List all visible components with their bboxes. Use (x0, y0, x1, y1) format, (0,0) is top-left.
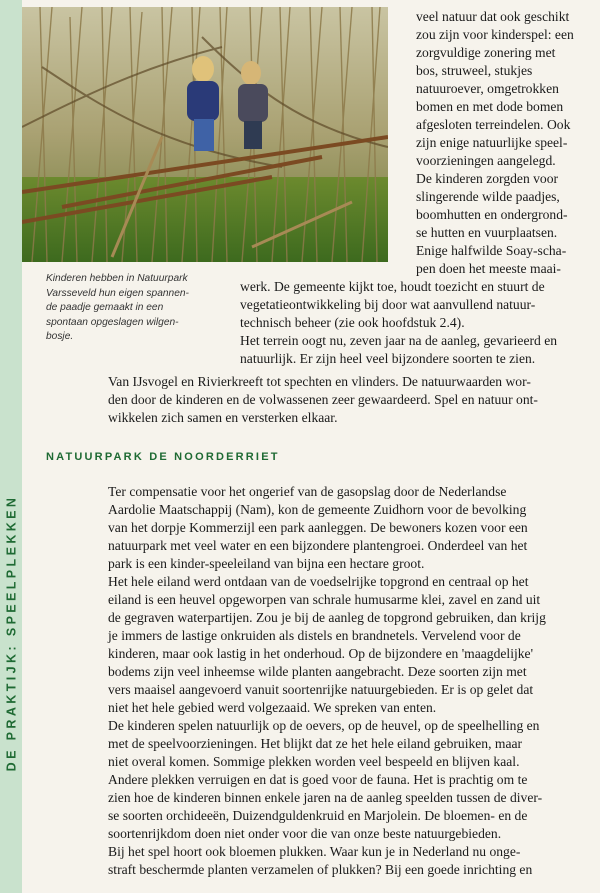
caption-line: de paadje gemaakt in een (46, 302, 164, 313)
body-text-line: eiland is een heuvel opgeworpen van schrale humusarme klei, zavel en zand uit (108, 592, 541, 607)
caption-line: spontaan opgeslagen wilgen- (46, 316, 179, 328)
caption-line: bosje. (46, 331, 74, 342)
body-text-line: slingerende wilde paadjes, (416, 189, 560, 204)
body-text-line: kinderen, maar ook lastig in het onderhoud. Op de bijzondere en 'maagdelijke' (108, 646, 534, 661)
body-text-line: natuuroever, omgetrokken (416, 81, 559, 96)
body-text-line: met de speelvoorzieningen. Het blijkt dat ze het hele eiland gebruiken, maar (108, 736, 523, 751)
body-text-line: se soorten orchideeën, Duizendguldenkruid en Marjolein. De bloemen- en de (108, 808, 528, 823)
body-text-line: den door de kinderen en de volwassenen zeer gewaardeerd. Spel en natuur ont- (108, 392, 538, 407)
section-heading: NATUURPARK DE NOORDERRIET (46, 451, 280, 463)
body-text-line: Andere plekken verruigen en dat is goed voor de fauna. Het is prachtig om te (108, 772, 528, 787)
body-text-line: technisch beheer (zie ook hoofdstuk 2.4). (240, 315, 465, 330)
body-text-line: vers maaisel aangevoerd vanuit soortenrijke natuurgebieden. Er is op gelet dat (108, 682, 534, 697)
body-text-line: de gegraven waterpartijen. Zou je bij de aanleg de topgrond gebruiken, dan krijg (108, 610, 546, 625)
body-text-line: veel natuur dat ook geschikt (416, 9, 570, 24)
body-text-line: straft beschermde planten verzamelen of plukken? Bij een goede inrichting en (108, 862, 533, 877)
sidebar-label (0, 485, 22, 780)
body-text-line: niet overal komen. Sommige plekken worden veel bespeeld en blijven kaal. (108, 754, 520, 769)
body-text-line: Bij het spel hoort ook bloemen plukken. Waar kun je in Nederland nu onge- (108, 844, 521, 859)
body-text-line: soortenrijkdom doen niet onder voor die van onze beste natuurgebieden. (108, 826, 502, 841)
body-text-line: Ter compensatie voor het ongerief van de gasopslag door de Nederlandse (108, 484, 507, 499)
body-text-line: bomen en met dode bomen (416, 99, 564, 114)
body-text-line: bos, struweel, stukjes (416, 63, 533, 78)
body-text-line: zien hoe de kinderen binnen enkele jaren na de aanleg speelden tussen de diver- (108, 790, 543, 805)
body-text-line: niet het hele gebied werd volgezaaid. We spreken van enten. (108, 700, 437, 715)
body-text-line: natuurlijk. Er zijn heel veel bijzondere soorten te zien. (240, 351, 536, 366)
body-text-line: De kinderen zorgden voor (416, 171, 559, 186)
body-text-line: bodems zijn veel inheemse wilde planten aangebracht. Deze soorten zijn met (108, 664, 527, 679)
sidebar-strip (0, 0, 22, 893)
body-text-line: Van IJsvogel en Rivierkreeft tot spechten en vlinders. De natuurwaarden wor- (108, 374, 531, 389)
body-text-line: zou zijn voor kinderspel: een (416, 27, 574, 42)
body-text-line: Enige halfwilde Soay-scha- (416, 243, 567, 258)
body-text-line: wikkelen zich samen en versterken elkaar. (108, 410, 338, 425)
body-text-line: De kinderen spelen natuurlijk op de oevers, op de heuvel, op de speelhelling en (108, 718, 540, 733)
body-text-line: boomhutten en ondergrond- (416, 207, 568, 222)
body-text-line: afgesloten terreindelen. Ook (416, 117, 571, 132)
body-text-line: zorgvuldige zonering met (416, 45, 556, 60)
body-text-line: werk. De gemeente kijkt toe, houdt toezicht en stuurt de (240, 279, 545, 294)
body-text-line: Het terrein oogt nu, zeven jaar na de aanleg, gevarieerd en (240, 333, 558, 348)
body-text-line: je immers de lastige onkruiden als distels en brandnetels. Vervelend voor de (108, 628, 521, 643)
body-text-line: Aardolie Maatschappij (Nam), kon de gemeente Zuidhorn voor de bevolking (108, 502, 527, 517)
body-text-line: natuurpark met veel water en een bijzondere plantengroei. Onderdeel van het (108, 538, 528, 553)
body-text-line: vegetatieontwikkeling bij door wat aanvullend natuur- (240, 297, 536, 312)
photo-caption (46, 272, 236, 345)
body-text-line: se hutten en vuurplaatsen. (416, 225, 558, 240)
body-text-line: pen doen het meeste maai- (416, 261, 561, 276)
caption-line: Kinderen hebben in Natuurpark (46, 273, 188, 284)
body-text-line: park is een kinder-speeleiland van bijna een hectare groot. (108, 556, 425, 571)
photo-illustration (22, 7, 388, 262)
body-text-line: zijn enige natuurlijke speel- (416, 135, 568, 150)
section-tab-label: DE PRAKTIJK: SPEELPLEKKEN (4, 494, 19, 771)
body-text-line: Het hele eiland werd ontdaan van de voedselrijke topgrond en centraal op het (108, 574, 529, 589)
body-text-line: voorzieningen aangelegd. (416, 153, 556, 168)
caption-line: Varsseveld hun eigen spannen- (46, 287, 189, 299)
body-text-line: van het dorpje Kommerzijl een park aanleggen. De bewoners kozen voor een (108, 520, 528, 535)
photo-children-in-willow-thicket (22, 7, 388, 262)
